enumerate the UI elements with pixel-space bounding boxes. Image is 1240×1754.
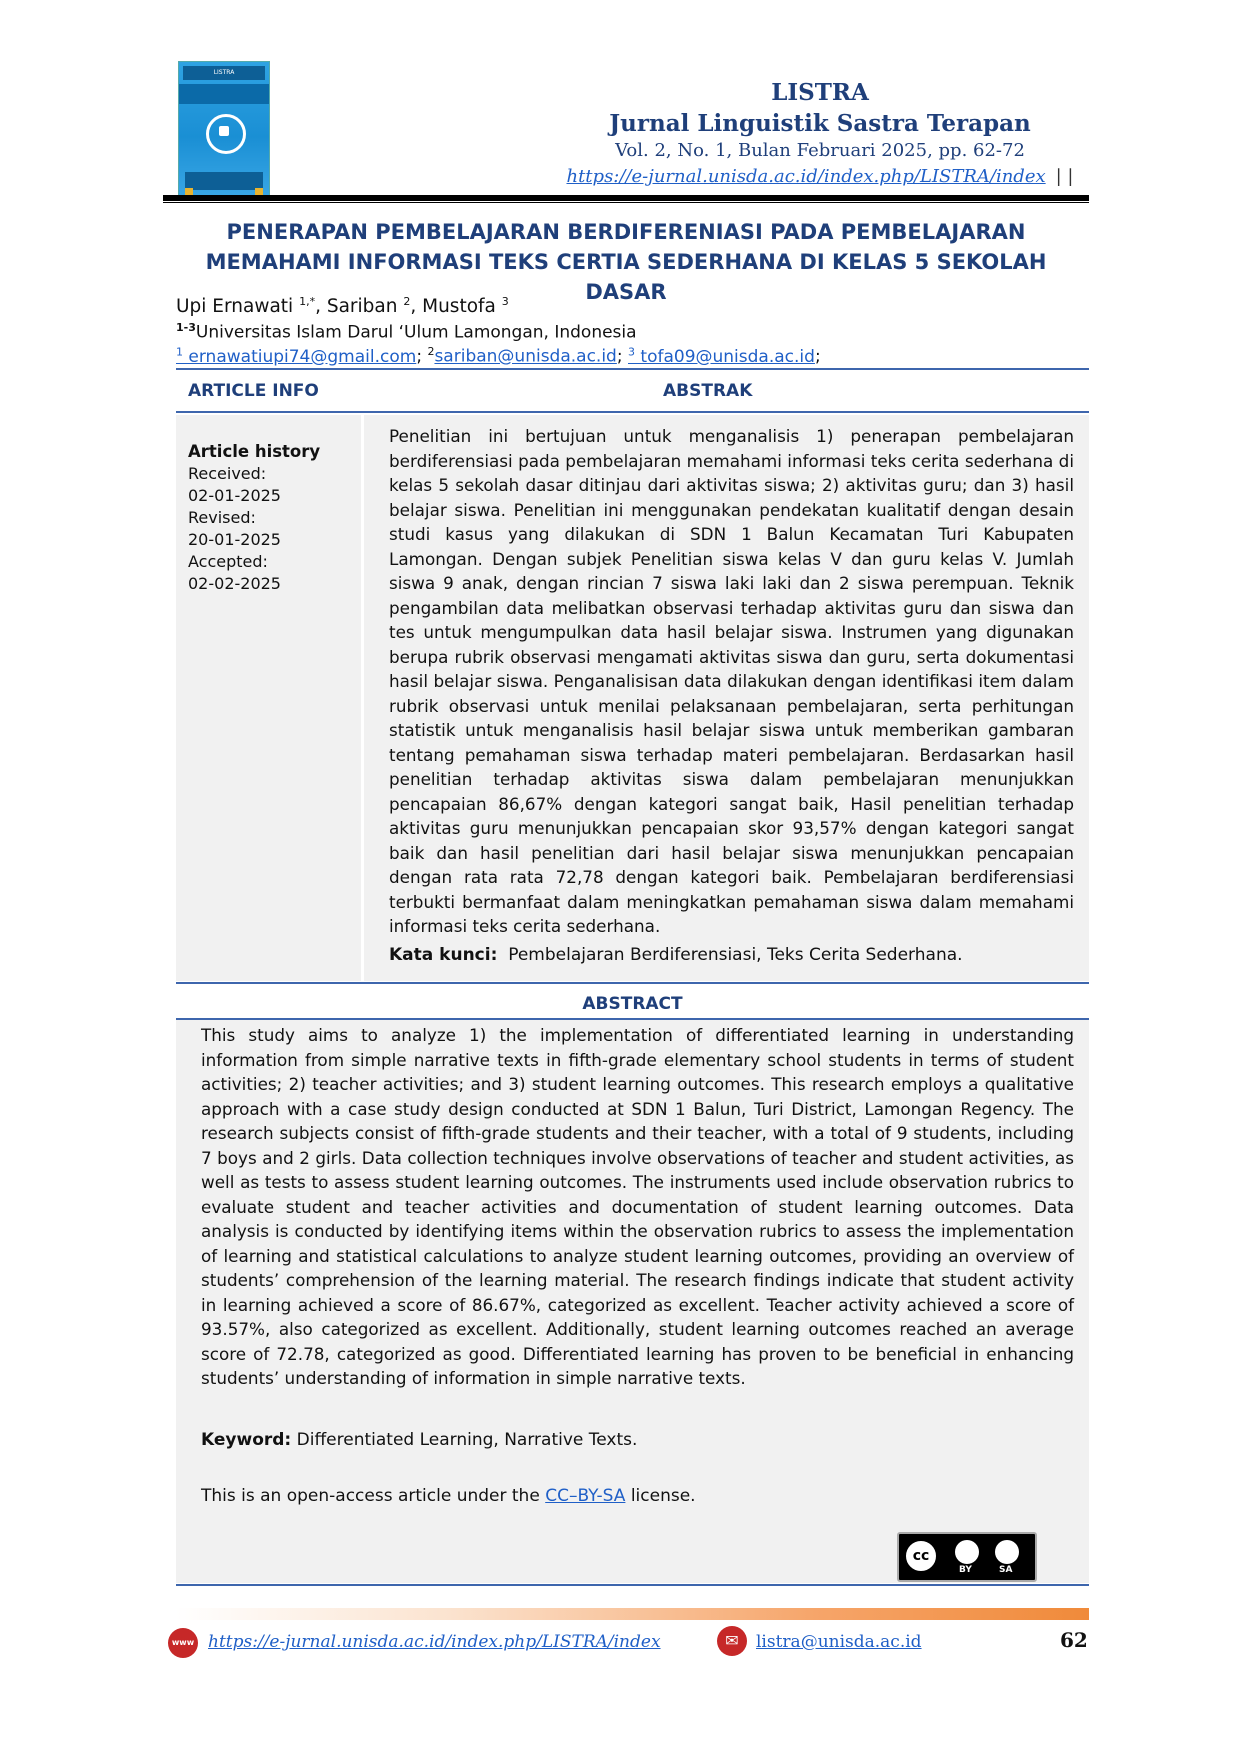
abstract-keywords (201, 1430, 637, 1450)
author-name: , Sariban (315, 296, 404, 318)
abstrak-body: Penelitian ini bertujuan untuk menganalisis 1) penerapan pembelajaran berdiferensiasi pada pembelajaran memahami informasi teks cerita sederhana di kelas 5 sekolah dasar ditinjau dari aktivitas siswa; 2) aktivitas guru; dan 3) hasil belajar siswa. Penelitian ini menggunakan pendekatan kualitatif dengan desain studi kasus yang dilakukan di SDN 1 Balun Kecamatan Turi Kabupaten Lamongan. Dengan subjek Penelitian siswa kelas V dan guru kelas V. Jumlah siswa 9 anak, dengan rincian 7 siswa laki laki dan 2 siswa perempuan. Teknik pengambilan data melibatkan observasi terhadap aktivitas guru dan siswa dan tes untuk mengumpulkan data hasil belajar siswa. Instrumen yang digunakan berupa rubrik observasi mengamati aktivitas siswa dan guru, serta dokumentasi hasil belajar siswa. Penganalisisan data dilakukan dengan identifikasi item dalam rubrik observasi untuk menilai pelaksanaan pembelajaran, serta perhitungan statistik untuk menganalisis hasil belajar siswa untuk memberikan gambaran tentang pemahaman siswa terhadap materi pembelajaran. Berdasarkan hasil penelitian terhadap aktivitas siswa dalam pembelajaran menunjukkan pencapaian 86,67% dengan kategori sangat baik, Hasil penelitian terhadap aktivitas guru menunjukkan pencapaian skor 93,57% dengan kategori sangat baik dan hasil penelitian dari hasil belajar siswa menunjukkan pencapaian dengan rata rata 72,78 dengan kategori baik. Pembelajaran berdiferensiasi terbukti bermanfaat dalam meningkatkan pemahaman siswa dalam memahami informasi teks cerita sederhana. (389, 426, 1074, 936)
email-list: $^1$ ernawatiupi74@gmail.com; $^2$sariban@unisda.ac.id; $^3$ tofa09@unisda.ac.id; (176, 345, 821, 367)
journal-url-link[interactable]: https://e-jurnal.unisda.ac.id/index.php/LISTRA/index (566, 166, 1046, 187)
mail-icon: ✉ (717, 1626, 747, 1656)
abstract-header: ABSTRACT (582, 994, 683, 1014)
by-icon (955, 1540, 979, 1564)
keyword-text: Differentiated Learning, Narrative Texts. (296, 1430, 638, 1450)
footer-url-link[interactable]: https://e-jurnal.unisda.ac.id/index.php/LISTRA/index (208, 1632, 661, 1652)
title-line-1: PENERAPAN PEMBELAJARAN BERDIFERENIASI PADA PEMBELAJARAN (226, 220, 1026, 244)
email-link[interactable]: $^3$ tofa09@unisda.ac.id (628, 345, 815, 367)
footer-email-link[interactable]: listra@unisda.ac.id (756, 1632, 922, 1652)
author-sup: 1,* (299, 295, 316, 308)
author-sup: 3 (501, 295, 509, 308)
author-name: , Mustofa (410, 296, 502, 318)
section-rule (176, 982, 1089, 984)
sa-label: SA (999, 1565, 1013, 1575)
affiliation-text: Universitas Islam Darul ‘Ulum Lamongan, Indonesia (195, 322, 637, 343)
license-suffix: license. (625, 1486, 696, 1506)
revised-date: 20-01-2025 (188, 530, 281, 549)
author-name: Upi Ernawati (176, 296, 300, 318)
article-info-header: ARTICLE INFO (188, 381, 319, 401)
accepted-label: Accepted: (188, 552, 268, 571)
cover-title: LISTRA (183, 66, 265, 80)
article-title (163, 217, 1089, 307)
section-rule (176, 368, 1089, 370)
author-list (176, 295, 509, 317)
footer-email (756, 1632, 922, 1652)
sa-icon (995, 1540, 1019, 1564)
affiliation (176, 321, 637, 343)
footer-gradient-bar (176, 1608, 1089, 1620)
keyword-text: Pembelajaran Berdiferensiasi, Teks Cerita Sederhana. (508, 945, 963, 965)
email-sup: 2 (427, 345, 435, 358)
license-prefix: This is an open-access article under the (201, 1486, 546, 1506)
journal-cover-image (178, 61, 270, 199)
author-sup: 2 (403, 295, 411, 308)
by-label: BY (959, 1565, 972, 1575)
abstrak-panel (364, 415, 1089, 981)
revised-label: Revised: (188, 508, 256, 527)
abstract-panel (176, 1020, 1089, 1583)
journal-url-line (500, 166, 1140, 187)
cover-band (179, 84, 269, 104)
license-link[interactable]: CC–BY-SA (545, 1486, 626, 1506)
received-label: Received: (188, 464, 267, 483)
footer-url (208, 1632, 661, 1652)
accepted-date: 02-02-2025 (188, 574, 281, 593)
abstract-body: This study aims to analyze 1) the implementation of differentiated learning in understanding information from simple narrative texts in fifth-grade elementary school students in terms of student activities; 2) teacher activities; and 3) student learning outcomes. This research employs a qualitative approach with a case study design conducted at SDN 1 Balun, Turi District, Lamongan Regency. The research subjects consist of fifth-grade students and their teacher, with a total of 9 students, including 7 boys and 2 girls. Data collection techniques involve observations of teacher and student activities, as well as tests to assess student learning outcomes. The instruments used include observation rubrics to evaluate student and teacher activities and documentation of student learning outcomes. Data analysis is conducted by identifying items within the observation rubrics to assess the implementation of learning and statistical calculations to analyze student learning outcomes, providing an overview of students’ comprehension of the learning material. The research findings indicate that student activity in learning achieved a score of 86.67%, categorized as excellent. Teacher activity achieved a score of 93.57%, also categorized as excellent. Additionally, student learning outcomes reached an average score of 72.78, categorized as good. Differentiated learning has proven to be beneficial in enhancing students’ understanding of information in simple narrative texts. (201, 1025, 1074, 1388)
title-line-2: MEMAHAMI INFORMASI TEKS CERTIA SEDERHANA DI KELAS 5 SEKOLAH DASAR (205, 250, 1047, 304)
history-label: Article history (188, 442, 321, 461)
license-line (201, 1486, 696, 1506)
abstrak-keywords (389, 945, 963, 965)
keyword-label: Kata kunci: (389, 945, 498, 965)
email-link[interactable]: sariban@unisda.ac.id (434, 346, 617, 367)
received-date: 02-01-2025 (188, 486, 281, 505)
abstrak-header: ABSTRAK (663, 381, 753, 401)
affiliation-sup: 1-3 (176, 321, 196, 334)
header-rule (163, 195, 1089, 201)
header-bars: | | (1055, 166, 1074, 187)
page-number: 62 (1060, 1628, 1088, 1652)
email-link[interactable]: $^1$ ernawatiupi74@gmail.com (176, 345, 417, 367)
header-rule-thin (163, 202, 1089, 203)
journal-issue: Vol. 2, No. 1, Bulan Februari 2025, pp. 62-72 (615, 140, 1025, 161)
cc-by-sa-badge[interactable] (897, 1532, 1037, 1582)
section-rule (176, 411, 1089, 413)
www-icon: www (168, 1628, 198, 1658)
journal-full-name: Jurnal Linguistik Sastra Terapan (609, 110, 1031, 137)
keyword-label: Keyword: (201, 1430, 292, 1450)
section-rule (176, 1584, 1089, 1586)
article-info-panel (176, 415, 361, 981)
journal-name: LISTRA (771, 79, 869, 106)
cc-icon: cc (903, 1538, 939, 1574)
